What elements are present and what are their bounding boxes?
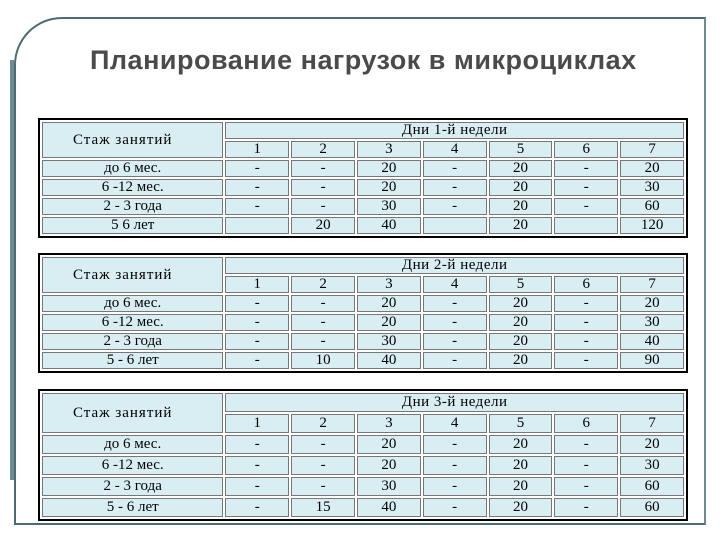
load-value-cell: 20 bbox=[489, 198, 553, 215]
load-value-cell: 40 bbox=[357, 498, 421, 517]
load-value-cell: - bbox=[225, 314, 289, 331]
load-value-cell: - bbox=[291, 333, 355, 350]
day-number-cell: 7 bbox=[620, 414, 684, 433]
load-value-cell: - bbox=[554, 352, 618, 369]
load-value-cell: - bbox=[423, 456, 487, 475]
day-number-cell: 3 bbox=[357, 141, 421, 158]
load-value-cell: - bbox=[225, 295, 289, 312]
load-value-cell: - bbox=[225, 477, 289, 496]
day-number-cell: 4 bbox=[423, 141, 487, 158]
load-value-cell: 20 bbox=[357, 295, 421, 312]
load-value-cell: 20 bbox=[291, 217, 355, 234]
day-number-cell: 5 bbox=[489, 141, 553, 158]
load-value-cell: 40 bbox=[357, 217, 421, 234]
load-value-cell: - bbox=[423, 498, 487, 517]
table-row bbox=[42, 179, 684, 196]
slide-title: Планирование нагрузок в микроциклах bbox=[90, 45, 637, 75]
load-value-cell: - bbox=[225, 160, 289, 177]
load-value-cell: - bbox=[423, 314, 487, 331]
load-value-cell: - bbox=[423, 352, 487, 369]
load-value-cell: - bbox=[554, 179, 618, 196]
table-row bbox=[42, 333, 684, 350]
load-value-cell: 90 bbox=[620, 352, 684, 369]
table-row bbox=[42, 295, 684, 312]
day-number-cell: 7 bbox=[620, 141, 684, 158]
load-value-cell: 20 bbox=[357, 314, 421, 331]
day-number-cell: 5 bbox=[489, 414, 553, 433]
load-value-cell bbox=[423, 217, 487, 234]
week-days-header: Дни 1-й недели bbox=[225, 122, 684, 139]
load-value-cell: 20 bbox=[489, 498, 553, 517]
load-value-cell: - bbox=[554, 160, 618, 177]
table-row bbox=[42, 314, 684, 331]
load-value-cell: 20 bbox=[489, 333, 553, 350]
experience-label: 6 -12 мес. bbox=[42, 456, 223, 475]
load-value-cell: - bbox=[423, 435, 487, 454]
experience-column-header: Стаж занятий bbox=[42, 257, 223, 293]
load-value-cell: 30 bbox=[620, 179, 684, 196]
load-value-cell: 20 bbox=[489, 477, 553, 496]
load-value-cell: 120 bbox=[620, 217, 684, 234]
experience-column-header: Стаж занятий bbox=[42, 122, 223, 158]
experience-column-header: Стаж занятий bbox=[42, 393, 223, 433]
load-value-cell: - bbox=[291, 314, 355, 331]
load-value-cell: 20 bbox=[489, 179, 553, 196]
load-value-cell: 60 bbox=[620, 198, 684, 215]
load-value-cell: 20 bbox=[489, 456, 553, 475]
load-value-cell: 10 bbox=[291, 352, 355, 369]
load-value-cell: 20 bbox=[489, 160, 553, 177]
load-value-cell: - bbox=[225, 456, 289, 475]
load-value-cell: - bbox=[554, 477, 618, 496]
load-value-cell: - bbox=[225, 333, 289, 350]
week-2-table bbox=[38, 253, 688, 373]
load-value-cell: - bbox=[554, 456, 618, 475]
load-value-cell: 20 bbox=[620, 160, 684, 177]
experience-label: 5 6 лет bbox=[42, 217, 223, 234]
load-value-cell bbox=[554, 217, 618, 234]
load-value-cell: - bbox=[225, 498, 289, 517]
experience-label: 2 - 3 года bbox=[42, 477, 223, 496]
table-row bbox=[42, 160, 684, 177]
day-number-cell: 6 bbox=[554, 276, 618, 293]
week-days-header: Дни 2-й недели bbox=[225, 257, 684, 274]
day-number-cell: 3 bbox=[357, 276, 421, 293]
experience-label: 2 - 3 года bbox=[42, 198, 223, 215]
experience-label: 5 - 6 лет bbox=[42, 498, 223, 517]
load-value-cell: 30 bbox=[620, 456, 684, 475]
load-value-cell: 30 bbox=[357, 333, 421, 350]
week-header-row bbox=[42, 257, 684, 274]
load-value-cell: - bbox=[225, 352, 289, 369]
load-value-cell bbox=[225, 217, 289, 234]
table-row bbox=[42, 435, 684, 454]
day-number-cell: 5 bbox=[489, 276, 553, 293]
load-value-cell: - bbox=[291, 435, 355, 454]
load-value-cell: - bbox=[423, 160, 487, 177]
load-value-cell: 20 bbox=[357, 435, 421, 454]
day-number-cell: 2 bbox=[291, 276, 355, 293]
day-number-cell: 1 bbox=[225, 141, 289, 158]
load-value-cell: - bbox=[291, 179, 355, 196]
load-value-cell: - bbox=[554, 333, 618, 350]
load-value-cell: 30 bbox=[357, 477, 421, 496]
week-3-table bbox=[38, 389, 688, 521]
load-value-cell: 20 bbox=[489, 217, 553, 234]
experience-label: до 6 мес. bbox=[42, 435, 223, 454]
load-value-cell: 60 bbox=[620, 477, 684, 496]
load-value-cell: 20 bbox=[620, 435, 684, 454]
load-value-cell: - bbox=[291, 198, 355, 215]
load-value-cell: 30 bbox=[357, 198, 421, 215]
day-number-cell: 6 bbox=[554, 141, 618, 158]
load-value-cell: 20 bbox=[489, 314, 553, 331]
table-row bbox=[42, 198, 684, 215]
load-value-cell: 15 bbox=[291, 498, 355, 517]
load-value-cell: - bbox=[225, 198, 289, 215]
experience-label: 5 - 6 лет bbox=[42, 352, 223, 369]
experience-label: 2 - 3 года bbox=[42, 333, 223, 350]
load-value-cell: - bbox=[554, 435, 618, 454]
load-value-cell: - bbox=[554, 198, 618, 215]
day-number-cell: 4 bbox=[423, 414, 487, 433]
day-number-cell: 7 bbox=[620, 276, 684, 293]
load-value-cell: 40 bbox=[357, 352, 421, 369]
load-value-cell: 20 bbox=[489, 435, 553, 454]
load-value-cell: - bbox=[291, 456, 355, 475]
load-value-cell: 40 bbox=[620, 333, 684, 350]
load-value-cell: - bbox=[423, 477, 487, 496]
load-value-cell: - bbox=[291, 477, 355, 496]
experience-label: 6 -12 мес. bbox=[42, 179, 223, 196]
load-value-cell: - bbox=[554, 295, 618, 312]
load-value-cell: - bbox=[291, 160, 355, 177]
day-number-cell: 2 bbox=[291, 141, 355, 158]
experience-label: 6 -12 мес. bbox=[42, 314, 223, 331]
load-value-cell: - bbox=[423, 198, 487, 215]
day-number-cell: 4 bbox=[423, 276, 487, 293]
load-value-cell: - bbox=[554, 314, 618, 331]
load-value-cell: 20 bbox=[620, 295, 684, 312]
load-value-cell: - bbox=[423, 333, 487, 350]
load-value-cell: 20 bbox=[357, 179, 421, 196]
week-days-header: Дни 3-й недели bbox=[225, 393, 684, 412]
day-number-cell: 6 bbox=[554, 414, 618, 433]
table-row bbox=[42, 217, 684, 234]
table-row bbox=[42, 498, 684, 517]
experience-label: до 6 мес. bbox=[42, 295, 223, 312]
week-1-table bbox=[38, 118, 688, 238]
load-value-cell: - bbox=[225, 179, 289, 196]
table-row bbox=[42, 456, 684, 475]
load-value-cell: 60 bbox=[620, 498, 684, 517]
load-value-cell: - bbox=[554, 498, 618, 517]
load-value-cell: 20 bbox=[489, 352, 553, 369]
experience-label: до 6 мес. bbox=[42, 160, 223, 177]
week-header-row bbox=[42, 122, 684, 139]
day-number-cell: 1 bbox=[225, 276, 289, 293]
day-number-cell: 3 bbox=[357, 414, 421, 433]
load-value-cell: - bbox=[423, 295, 487, 312]
table-row bbox=[42, 477, 684, 496]
load-value-cell: 20 bbox=[357, 160, 421, 177]
week-header-row bbox=[42, 393, 684, 412]
day-number-cell: 1 bbox=[225, 414, 289, 433]
load-value-cell: - bbox=[225, 435, 289, 454]
load-value-cell: 20 bbox=[357, 456, 421, 475]
load-value-cell: - bbox=[423, 179, 487, 196]
day-number-cell: 2 bbox=[291, 414, 355, 433]
load-value-cell: 30 bbox=[620, 314, 684, 331]
table-row bbox=[42, 352, 684, 369]
load-value-cell: - bbox=[291, 295, 355, 312]
load-value-cell: 20 bbox=[489, 295, 553, 312]
